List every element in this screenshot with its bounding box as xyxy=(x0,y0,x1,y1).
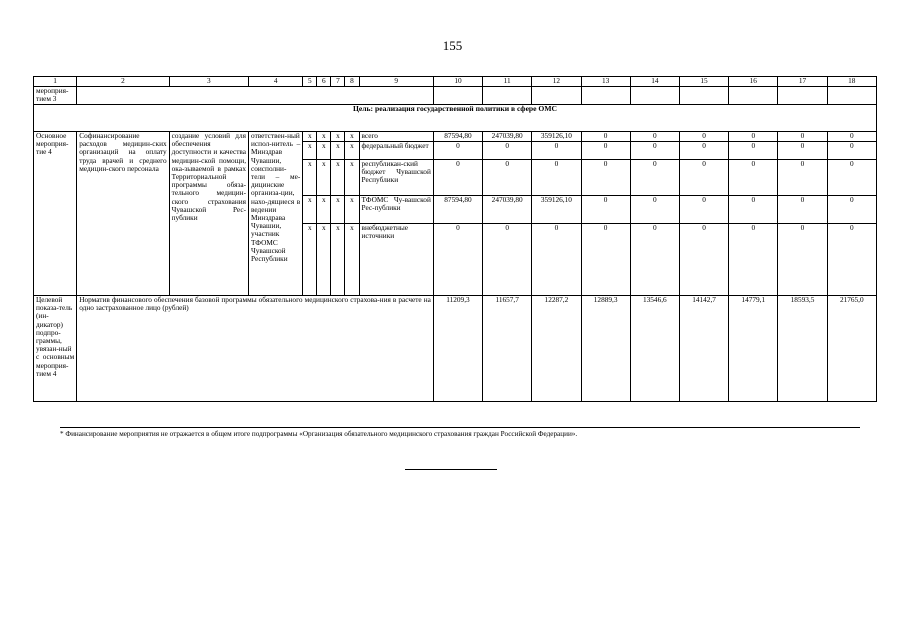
value-cell: 0 xyxy=(679,224,728,296)
header-cell: 11 xyxy=(483,77,532,87)
indicator-text: Норматив финансового обеспечения базовой программы обязательного медицинского страхова-ния в расчете на одно застрахованное лицо (рублей) xyxy=(77,296,434,402)
value-cell: 87594,80 xyxy=(433,196,482,224)
value-cell: 0 xyxy=(433,160,482,196)
value-cell: 0 xyxy=(630,160,679,196)
header-cell: 7 xyxy=(331,77,345,87)
value-cell: 0 xyxy=(581,142,630,160)
header-cell: 17 xyxy=(778,77,827,87)
header-cell: 10 xyxy=(433,77,482,87)
code-cell: х xyxy=(331,196,345,224)
header-cell: 12 xyxy=(532,77,581,87)
value-cell: 0 xyxy=(827,142,876,160)
code-cell: х xyxy=(345,132,359,142)
header-cell: 13 xyxy=(581,77,630,87)
header-cell: 18 xyxy=(827,77,876,87)
page-number: 155 xyxy=(442,38,463,53)
value-cell: 0 xyxy=(778,132,827,142)
indicator-value: 11209,3 xyxy=(433,296,482,402)
indicator-value: 14779,1 xyxy=(729,296,778,402)
goal-heading: Цель: реализация государственной политики в сфере ОМС xyxy=(34,105,877,132)
value-cell: 0 xyxy=(630,132,679,142)
value-cell: 0 xyxy=(532,160,581,196)
header-cell: 16 xyxy=(729,77,778,87)
value-cell: 0 xyxy=(581,132,630,142)
value-cell: 0 xyxy=(827,224,876,296)
code-cell: х xyxy=(303,160,317,196)
value-cell: 0 xyxy=(483,160,532,196)
code-cell: х xyxy=(303,132,317,142)
source-cell: всего xyxy=(359,132,433,142)
header-cell: 3 xyxy=(169,77,248,87)
code-cell: х xyxy=(345,160,359,196)
value-cell: 0 xyxy=(827,132,876,142)
header-cell: 1 xyxy=(34,77,77,87)
value-cell: 0 xyxy=(433,224,482,296)
value-cell: 359126,10 xyxy=(532,132,581,142)
value-cell: 0 xyxy=(581,224,630,296)
prev-row-label: мероприя-тием 3 xyxy=(34,87,77,105)
indicator-value: 18593,5 xyxy=(778,296,827,402)
header-cell: 15 xyxy=(679,77,728,87)
value-cell: 359126,10 xyxy=(532,196,581,224)
indicator-value: 12287,2 xyxy=(532,296,581,402)
code-cell: х xyxy=(331,160,345,196)
value-cell: 0 xyxy=(630,224,679,296)
code-cell: х xyxy=(317,160,331,196)
code-cell: х xyxy=(345,224,359,296)
header-cell: 2 xyxy=(77,77,169,87)
source-cell: республикан-ский бюджет Чувашской Республики xyxy=(359,160,433,196)
code-cell: х xyxy=(317,196,331,224)
program-table xyxy=(33,76,877,402)
value-cell: 0 xyxy=(433,142,482,160)
measure-result: создание условий для обеспечения доступности и качества медицин-ской помощи, ока-зываемой в рамках Территориальной программы обяза-тельного медицин-ского страхования Чувашской Рес-публики xyxy=(169,132,248,296)
value-cell: 0 xyxy=(778,224,827,296)
value-cell: 0 xyxy=(679,142,728,160)
value-cell: 0 xyxy=(630,142,679,160)
header-row xyxy=(34,77,877,87)
value-cell: 0 xyxy=(827,196,876,224)
indicator-value: 11657,7 xyxy=(483,296,532,402)
code-cell: х xyxy=(317,142,331,160)
value-cell: 247039,80 xyxy=(483,132,532,142)
header-cell: 8 xyxy=(345,77,359,87)
header-cell: 14 xyxy=(630,77,679,87)
value-cell: 0 xyxy=(729,132,778,142)
value-cell: 0 xyxy=(729,142,778,160)
indicator-value: 13546,6 xyxy=(630,296,679,402)
code-cell: х xyxy=(303,196,317,224)
value-cell: 0 xyxy=(729,224,778,296)
indicator-value: 21765,0 xyxy=(827,296,876,402)
indicator-label: Целевой показа-тель (ин-дикатор) подпро-граммы, увязан-ный с основным мероприя-тием 4 xyxy=(34,296,77,402)
source-cell: ТФОМС Чу-вашской Рес-публики xyxy=(359,196,433,224)
header-cell: 5 xyxy=(303,77,317,87)
code-cell: х xyxy=(303,142,317,160)
code-cell: х xyxy=(317,224,331,296)
code-cell: х xyxy=(303,224,317,296)
indicator-row xyxy=(34,296,877,402)
prev-measure-row xyxy=(34,87,877,105)
value-cell: 0 xyxy=(630,196,679,224)
source-cell: федеральный бюджет xyxy=(359,142,433,160)
value-cell: 0 xyxy=(483,224,532,296)
value-cell: 0 xyxy=(679,160,728,196)
value-cell: 0 xyxy=(483,142,532,160)
value-cell: 0 xyxy=(581,196,630,224)
value-cell: 0 xyxy=(778,160,827,196)
value-cell: 0 xyxy=(679,196,728,224)
value-cell: 247039,80 xyxy=(483,196,532,224)
value-cell: 0 xyxy=(679,132,728,142)
measure-name: Основное мероприя-тие 4 xyxy=(34,132,77,296)
goal-row xyxy=(34,105,877,132)
measure-executor: ответствен-ный испол-нитель – Минздрав Чувашии, соисполни-тели – ме-дицинские организа-ции, нахо-дящиеся в ведении Минздрава Чувашии, участник ТФОМС Чувашской Республики xyxy=(249,132,303,296)
value-cell: 0 xyxy=(532,224,581,296)
value-cell: 0 xyxy=(778,196,827,224)
value-cell: 0 xyxy=(729,160,778,196)
indicator-value: 14142,7 xyxy=(679,296,728,402)
code-cell: х xyxy=(331,132,345,142)
measure-row-total xyxy=(34,132,877,142)
value-cell: 87594,80 xyxy=(433,132,482,142)
value-cell: 0 xyxy=(729,196,778,224)
header-cell: 9 xyxy=(359,77,433,87)
value-cell: 0 xyxy=(778,142,827,160)
code-cell: х xyxy=(331,224,345,296)
value-cell: 0 xyxy=(532,142,581,160)
header-cell: 6 xyxy=(317,77,331,87)
measure-description: Софинансирование расходов медицин-ских организаций на оплату труда врачей и среднего медицин-ского персонала xyxy=(77,132,169,296)
code-cell: х xyxy=(331,142,345,160)
code-cell: х xyxy=(345,196,359,224)
source-cell: внебюджетные источники xyxy=(359,224,433,296)
value-cell: 0 xyxy=(581,160,630,196)
footnote: * Финансирование мероприятия не отражается в общем итоге подпрограммы «Организация обязательного медицинского страхования граждан Российской Федерации». xyxy=(60,427,860,438)
code-cell: х xyxy=(345,142,359,160)
code-cell: х xyxy=(317,132,331,142)
value-cell: 0 xyxy=(827,160,876,196)
header-cell: 4 xyxy=(249,77,303,87)
indicator-value: 12889,3 xyxy=(581,296,630,402)
end-rule xyxy=(405,469,497,470)
